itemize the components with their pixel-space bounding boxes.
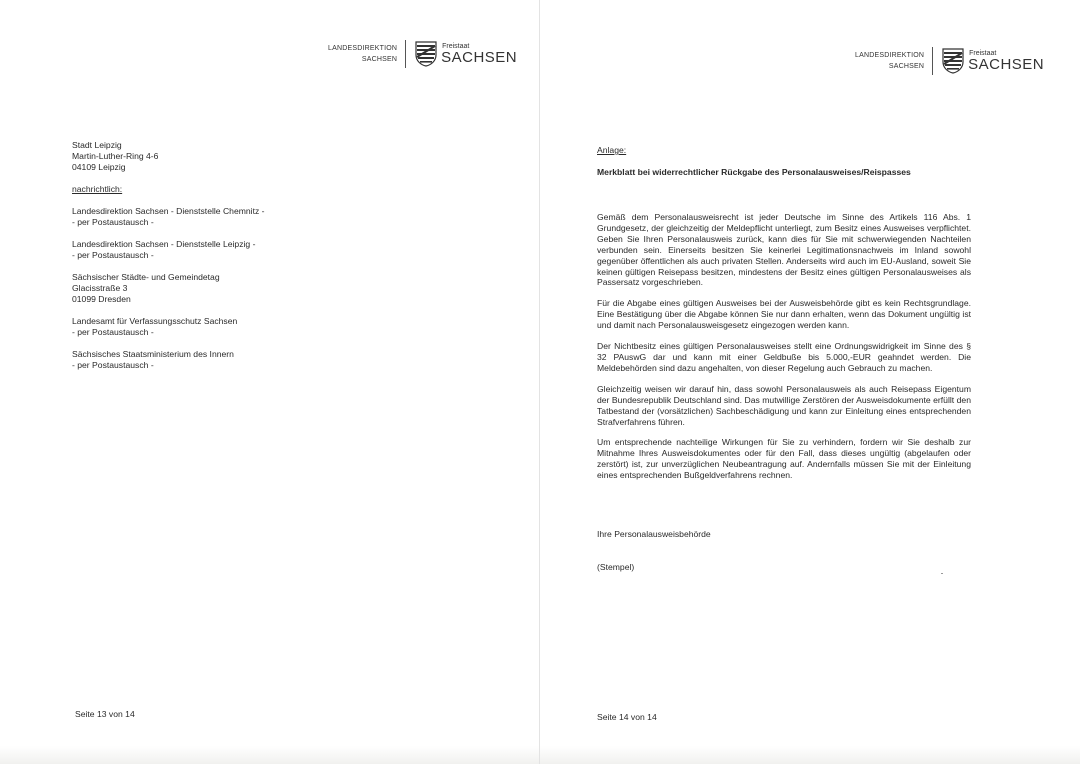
agency-line-2: SACHSEN xyxy=(361,56,398,63)
cc-line: - per Postaustausch - xyxy=(72,217,154,227)
sachsen-label: SACHSEN xyxy=(441,49,518,66)
logo-separator xyxy=(405,40,406,68)
scan-edge xyxy=(540,746,1080,764)
page-number: Seite 14 von 14 xyxy=(597,712,657,722)
paragraph: Für die Abgabe eines gültigen Ausweises bei der Ausweisbehörde gibt es kein Rechtsgrundlage. Eine Bestätigung über die Abgabe können Sie nur dann erhalten, wenn das Dokument ungültig ist und damit nach Personalausweisgesetz eingezogen werden kann. xyxy=(597,298,971,331)
attachment-label: Anlage: xyxy=(597,145,627,155)
agency-name xyxy=(328,43,397,65)
cc-label: nachrichtlich: xyxy=(72,184,123,194)
cc-line: Glacisstraße 3 xyxy=(72,283,128,293)
agency-line-1: LANDESDIREKTION xyxy=(855,52,925,59)
scan-edge xyxy=(0,746,540,764)
document-title: Merkblatt bei widerrechtlicher Rückgabe des Personalausweises/Reispasses xyxy=(597,167,911,177)
agency-line-1: LANDESDIREKTION xyxy=(328,45,398,52)
sachsen-label: SACHSEN xyxy=(968,56,1045,73)
recipient-address xyxy=(72,140,332,173)
letterhead-logo xyxy=(328,40,517,68)
logo-separator xyxy=(932,47,933,75)
page-number: Seite 13 von 14 xyxy=(75,709,135,719)
paragraph: Der Nichtbesitz eines gültigen Personalausweises stellt eine Ordnungswidrigkeit im Sinne des § 32 PAuswG dar und kann mit einer Geldbuße bis 5.000,-EUR geahndet werden. Die Meldebehörden sind dazu angehalten, von dieser Regelung auch Gebrauch zu machen. xyxy=(597,341,971,373)
cc-line: Landesdirektion Sachsen - Dienststelle Leipzig - xyxy=(72,239,256,249)
cc-line: 01099 Dresden xyxy=(72,294,131,304)
cc-line: Sächsischer Städte- und Gemeindetag xyxy=(72,272,220,282)
freistaat-label: Freistaat xyxy=(969,50,997,57)
signature-line: Ihre Personalausweisbehörde xyxy=(597,529,711,539)
agency-name xyxy=(855,50,924,72)
freistaat-label: Freistaat xyxy=(442,43,470,50)
paragraph: Gleichzeitig weisen wir darauf hin, dass sowohl Personalausweis als auch Reisepass Eigentum der Bundesrepublik Deutschland sind. Das mutwillige Zerstören der Ausweisdokumente erfüllt den Tatbestand der (vorsätzlichen) Sachbeschädigung und kann zur Einleitung eines entsprechenden Strafverfahrens führen. xyxy=(597,383,971,427)
state-name xyxy=(441,43,517,65)
saxony-crest-icon xyxy=(942,48,964,74)
agency-line-2: SACHSEN xyxy=(888,63,925,70)
distribution-list xyxy=(72,140,332,382)
cc-recipient xyxy=(72,316,332,338)
cc-recipient xyxy=(72,349,332,371)
body-text xyxy=(597,212,971,491)
cc-line: - per Postaustausch - xyxy=(72,327,154,337)
cc-heading xyxy=(72,184,332,195)
cc-recipient xyxy=(72,272,332,305)
cc-recipient xyxy=(72,206,332,228)
paragraph: Um entsprechende nachteilige Wirkungen für Sie zu verhindern, fordern wir Sie deshalb zur Mitnahme Ihres Ausweisdokumentes oder für den Fall, dass dieses ungültig (abgelaufen oder zerstört) ist, zur unverzüglichen Neubeantragung auf. Andernfalls müssen Sie mit der Einleitung eines entsprechenden Bußgeldverfahrens rechnen. xyxy=(597,437,971,481)
cc-line: Landesdirektion Sachsen - Dienststelle Chemnitz - xyxy=(72,206,265,216)
saxony-crest-icon xyxy=(415,41,437,67)
state-name xyxy=(968,50,1044,72)
cc-line: Landesamt für Verfassungsschutz Sachsen xyxy=(72,316,238,326)
paragraph: Gemäß dem Personalausweisrecht ist jeder Deutsche im Sinne des Artikels 116 Abs. 1 Grundgesetz, der gleichzeitig der Meldepflicht unterliegt, zum Besitz eines Ausweises verpflichtet. Geben Sie Ihren Personalausweis zurück, kann dies für Sie mit schwerwiegenden Nachteilen verbunden sein. Einerseits besitzen Sie keinerlei Legitimationsnachweis im Inland sowohl gegenüber öffentlichen als auch privaten Stellen. Anderseits wird auch im EU-Ausland, soweit Sie keinen gültigen Reisepass besitzen, mindestens der Besitz eines gültigen Personalausweises als Passersatz vorgeschrieben. xyxy=(597,212,971,288)
cc-line: - per Postaustausch - xyxy=(72,360,154,370)
address-line: Stadt Leipzig xyxy=(72,140,122,150)
cc-line: Sächsisches Staatsministerium des Innern xyxy=(72,349,234,359)
address-line: 04109 Leipzig xyxy=(72,162,126,172)
scan-speck xyxy=(941,573,943,574)
cc-line: - per Postaustausch - xyxy=(72,250,154,260)
letterhead-logo xyxy=(855,47,1044,75)
stamp-placeholder: (Stempel) xyxy=(597,562,635,572)
cc-recipient xyxy=(72,239,332,261)
address-line: Martin-Luther-Ring 4-6 xyxy=(72,151,159,161)
page-divider xyxy=(539,0,540,764)
